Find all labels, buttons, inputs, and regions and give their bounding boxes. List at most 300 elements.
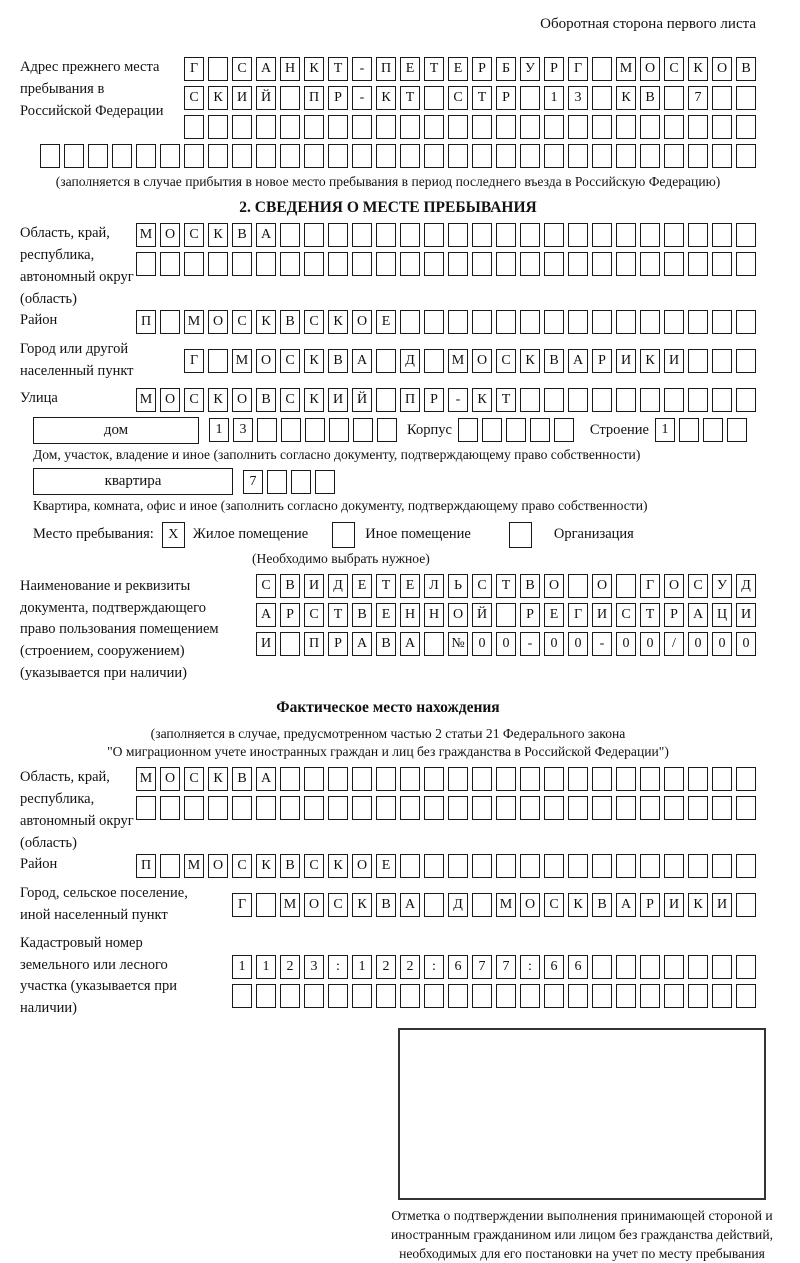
char-box: В	[736, 57, 756, 81]
char-box: О	[448, 603, 468, 627]
char-box: В	[280, 854, 300, 878]
fact-district-block	[20, 854, 756, 883]
char-box	[472, 252, 492, 276]
char-box	[304, 144, 324, 168]
char-box	[616, 854, 636, 878]
char-box	[568, 984, 588, 1008]
char-box: :	[424, 955, 444, 979]
char-box: -	[520, 632, 540, 656]
char-box	[520, 86, 540, 110]
char-box: Д	[328, 574, 348, 598]
char-box	[184, 796, 204, 820]
char-box	[280, 252, 300, 276]
char-box	[400, 854, 420, 878]
char-box	[280, 767, 300, 791]
char-box: Р	[328, 86, 348, 110]
char-box	[291, 470, 311, 494]
char-box	[496, 223, 516, 247]
char-box: 0	[472, 632, 492, 656]
char-box	[616, 574, 636, 598]
char-box	[328, 115, 348, 139]
char-box	[592, 223, 612, 247]
char-box: И	[592, 603, 612, 627]
char-box	[472, 767, 492, 791]
residence-type-note: (Необходимо выбрать нужное)	[252, 550, 430, 566]
char-box	[736, 144, 756, 168]
char-box: Т	[640, 603, 660, 627]
char-box: 1	[209, 418, 229, 442]
char-box	[664, 115, 684, 139]
char-box: 0	[544, 632, 564, 656]
char-box	[280, 796, 300, 820]
char-box: К	[208, 767, 228, 791]
char-box: М	[184, 310, 204, 334]
char-box: В	[376, 893, 396, 917]
char-box: Т	[376, 574, 396, 598]
organization-label: Организация	[553, 526, 634, 543]
char-box: О	[712, 57, 732, 81]
char-box: В	[640, 86, 660, 110]
char-box: К	[304, 388, 324, 412]
char-box	[448, 252, 468, 276]
char-box	[256, 893, 276, 917]
char-box: О	[208, 854, 228, 878]
city-label: Город или другой населенный пункт	[20, 341, 134, 380]
char-box	[376, 767, 396, 791]
char-box: В	[232, 767, 252, 791]
char-box	[448, 854, 468, 878]
char-box: А	[256, 57, 276, 81]
char-box: П	[304, 86, 324, 110]
char-box: С	[184, 767, 204, 791]
char-box: В	[232, 223, 252, 247]
char-box	[448, 796, 468, 820]
char-box	[256, 796, 276, 820]
char-box: М	[136, 223, 156, 247]
char-box	[496, 603, 516, 627]
char-box: Т	[496, 574, 516, 598]
char-box: -	[352, 86, 372, 110]
char-box: 1	[256, 955, 276, 979]
char-box	[568, 115, 588, 139]
char-box	[664, 796, 684, 820]
char-box: Н	[280, 57, 300, 81]
char-box: И	[328, 388, 348, 412]
fact-district-label: Район	[20, 856, 58, 873]
char-box	[40, 144, 60, 168]
char-box	[712, 767, 732, 791]
char-box	[616, 115, 636, 139]
char-box	[679, 418, 699, 442]
char-box: Н	[400, 603, 420, 627]
char-box	[424, 854, 444, 878]
char-box	[616, 388, 636, 412]
char-box: В	[352, 603, 372, 627]
char-box	[568, 252, 588, 276]
char-box	[712, 388, 732, 412]
char-box	[544, 115, 564, 139]
char-box: К	[208, 223, 228, 247]
prev-address-label: Адрес прежнего места пребывания в Российской Федерации	[20, 59, 164, 119]
char-box	[376, 349, 396, 373]
char-box: В	[256, 388, 276, 412]
char-box	[736, 984, 756, 1008]
char-box: О	[544, 574, 564, 598]
char-box: Д	[400, 349, 420, 373]
char-box	[640, 767, 660, 791]
char-box: К	[352, 893, 372, 917]
apartment-block	[20, 468, 756, 495]
char-box: Т	[472, 86, 492, 110]
char-box	[712, 349, 732, 373]
char-box	[592, 796, 612, 820]
char-box	[232, 252, 252, 276]
char-box: С	[328, 893, 348, 917]
char-box	[376, 115, 396, 139]
fact-region-label: Область, край, республика, автономный округ (область)	[20, 769, 134, 851]
char-box	[304, 252, 324, 276]
char-box	[592, 984, 612, 1008]
char-box	[688, 115, 708, 139]
char-box	[328, 767, 348, 791]
char-box: О	[352, 310, 372, 334]
char-box: Й	[256, 86, 276, 110]
char-box: 2	[280, 955, 300, 979]
char-box: М	[616, 57, 636, 81]
char-box	[280, 632, 300, 656]
char-box	[664, 310, 684, 334]
char-box	[592, 955, 612, 979]
char-box	[664, 223, 684, 247]
char-box: Е	[448, 57, 468, 81]
char-box: Т	[400, 86, 420, 110]
char-box: :	[520, 955, 540, 979]
char-box	[448, 115, 468, 139]
char-box: 1	[655, 418, 675, 442]
char-box: И	[616, 349, 636, 373]
char-box	[736, 86, 756, 110]
char-box: М	[232, 349, 252, 373]
char-box	[568, 854, 588, 878]
char-box	[400, 223, 420, 247]
char-box	[136, 252, 156, 276]
char-box: С	[688, 574, 708, 598]
char-box: Г	[568, 603, 588, 627]
char-box: С	[448, 86, 468, 110]
char-box: Б	[496, 57, 516, 81]
char-box: Е	[376, 603, 396, 627]
char-box	[280, 984, 300, 1008]
char-box	[712, 86, 732, 110]
char-box: Д	[736, 574, 756, 598]
char-box	[736, 223, 756, 247]
char-box: 7	[472, 955, 492, 979]
char-box	[328, 252, 348, 276]
fact-region-row-2	[136, 796, 756, 820]
page-header: Оборотная сторона первого листа	[540, 16, 756, 32]
checkbox-other-premise[interactable]	[332, 522, 355, 548]
char-box	[544, 310, 564, 334]
char-box	[530, 418, 550, 442]
char-box	[208, 115, 228, 139]
district-label: Район	[20, 312, 58, 329]
apartment-box: квартира	[33, 468, 233, 495]
char-box	[304, 796, 324, 820]
char-box: Р	[664, 603, 684, 627]
char-box	[664, 252, 684, 276]
char-box	[280, 223, 300, 247]
char-box: И	[232, 86, 252, 110]
char-box	[688, 984, 708, 1008]
char-box: К	[208, 86, 228, 110]
char-box	[280, 115, 300, 139]
confirmation-stamp-box	[398, 1028, 766, 1200]
char-box	[688, 349, 708, 373]
char-box	[640, 310, 660, 334]
char-box	[329, 418, 349, 442]
char-box: С	[616, 603, 636, 627]
prev-address-block	[20, 57, 756, 144]
apartment-cells	[243, 470, 335, 494]
char-box	[544, 252, 564, 276]
char-box	[592, 252, 612, 276]
char-box: 3	[304, 955, 324, 979]
char-box	[256, 984, 276, 1008]
char-box: А	[400, 632, 420, 656]
char-box: С	[664, 57, 684, 81]
char-box	[136, 796, 156, 820]
char-box	[304, 223, 324, 247]
char-box: К	[520, 349, 540, 373]
char-box	[424, 893, 444, 917]
char-box	[184, 144, 204, 168]
char-box	[703, 418, 723, 442]
char-box	[328, 144, 348, 168]
char-box	[568, 388, 588, 412]
char-box	[544, 796, 564, 820]
char-box: 0	[496, 632, 516, 656]
char-box	[616, 252, 636, 276]
char-box	[592, 767, 612, 791]
city-block	[20, 339, 756, 383]
char-box	[520, 310, 540, 334]
char-box	[328, 796, 348, 820]
char-box	[160, 796, 180, 820]
char-box: О	[160, 767, 180, 791]
char-box	[520, 984, 540, 1008]
region-row-1	[136, 223, 756, 247]
region-row-2	[136, 252, 756, 276]
char-box	[400, 144, 420, 168]
region-block	[20, 223, 756, 310]
char-box	[256, 252, 276, 276]
char-box	[616, 144, 636, 168]
residential-label: Жилое помещение	[192, 526, 309, 543]
cadastre-row-1	[200, 955, 756, 979]
char-box	[496, 854, 516, 878]
char-box: А	[352, 632, 372, 656]
char-box: И	[256, 632, 276, 656]
residence-type-block	[20, 522, 756, 548]
char-box	[267, 470, 287, 494]
char-box	[400, 310, 420, 334]
char-box: С	[472, 574, 492, 598]
char-box	[664, 144, 684, 168]
char-box: П	[400, 388, 420, 412]
char-box	[184, 115, 204, 139]
actual-location-title: Фактическое место нахождения	[276, 698, 500, 716]
char-box	[304, 115, 324, 139]
char-box: Р	[328, 632, 348, 656]
char-box	[304, 767, 324, 791]
char-box: С	[544, 893, 564, 917]
char-box: Й	[352, 388, 372, 412]
district-block	[20, 310, 756, 339]
char-box	[712, 310, 732, 334]
char-box	[328, 223, 348, 247]
char-box: К	[376, 86, 396, 110]
char-box	[424, 144, 444, 168]
char-box: К	[616, 86, 636, 110]
char-box	[160, 144, 180, 168]
char-box	[592, 310, 612, 334]
char-box: Р	[592, 349, 612, 373]
char-box: -	[592, 632, 612, 656]
checkbox-organization[interactable]	[509, 522, 532, 548]
fact-city-row	[190, 893, 756, 917]
char-box: Е	[376, 854, 396, 878]
char-box	[712, 955, 732, 979]
char-box	[640, 955, 660, 979]
prev-address-row-2	[172, 86, 756, 110]
char-box	[568, 223, 588, 247]
char-box	[736, 310, 756, 334]
street-label: Улица	[20, 389, 58, 406]
char-box: 6	[544, 955, 564, 979]
korpus-label: Корпус	[407, 421, 452, 438]
char-box: К	[256, 854, 276, 878]
cadastre-label: Кадастровый номер земельного или лесного участка (указывается при наличии)	[20, 934, 177, 1017]
char-box	[448, 310, 468, 334]
char-box: С	[280, 388, 300, 412]
char-box	[496, 310, 516, 334]
char-box: /	[664, 632, 684, 656]
char-box: В	[280, 574, 300, 598]
checkbox-residential[interactable]: X	[162, 522, 185, 548]
char-box: В	[376, 632, 396, 656]
char-box	[208, 252, 228, 276]
char-box: М	[184, 854, 204, 878]
char-box	[64, 144, 84, 168]
house-block	[20, 417, 756, 444]
ownership-doc-row-1	[238, 574, 756, 598]
fact-region-row-1	[136, 767, 756, 791]
char-box	[424, 310, 444, 334]
char-box	[544, 854, 564, 878]
char-box	[472, 984, 492, 1008]
char-box	[352, 223, 372, 247]
char-box: 0	[640, 632, 660, 656]
char-box	[352, 252, 372, 276]
char-box: А	[256, 603, 276, 627]
char-box	[305, 418, 325, 442]
char-box: Г	[232, 893, 252, 917]
char-box: 7	[243, 470, 263, 494]
char-box	[568, 144, 588, 168]
char-box	[377, 418, 397, 442]
char-box	[400, 984, 420, 1008]
char-box	[232, 796, 252, 820]
char-box	[136, 144, 156, 168]
char-box: -	[448, 388, 468, 412]
char-box: К	[304, 57, 324, 81]
char-box: Р	[544, 57, 564, 81]
char-box	[688, 796, 708, 820]
char-box	[520, 115, 540, 139]
char-box	[208, 796, 228, 820]
char-box: А	[616, 893, 636, 917]
char-box: Н	[424, 603, 444, 627]
char-box: К	[688, 57, 708, 81]
char-box: Ц	[712, 603, 732, 627]
char-box	[424, 984, 444, 1008]
char-box	[184, 252, 204, 276]
char-box: №	[448, 632, 468, 656]
fact-region-block	[20, 767, 756, 854]
char-box	[232, 115, 252, 139]
prev-address-row-3	[172, 115, 756, 139]
char-box	[592, 854, 612, 878]
char-box: С	[184, 388, 204, 412]
char-box: Д	[448, 893, 468, 917]
char-box	[664, 984, 684, 1008]
char-box: К	[304, 349, 324, 373]
confirmation-block	[391, 1028, 773, 1263]
char-box: 3	[233, 418, 253, 442]
cadastre-row-2	[200, 984, 756, 1008]
char-box: И	[304, 574, 324, 598]
char-box	[424, 349, 444, 373]
char-box	[472, 115, 492, 139]
actual-location-note-1: (заполняется в случае, предусмотренном частью 2 статьи 21 Федерального закона	[150, 725, 626, 741]
apartment-note: Квартира, комната, офис и иное (заполнить согласно документу, подтверждающему право собственности)	[33, 498, 648, 514]
char-box	[568, 310, 588, 334]
char-box	[712, 984, 732, 1008]
char-box: К	[688, 893, 708, 917]
char-box	[688, 144, 708, 168]
char-box: Т	[496, 388, 516, 412]
char-box	[640, 984, 660, 1008]
char-box	[736, 767, 756, 791]
char-box: Е	[544, 603, 564, 627]
char-box	[664, 86, 684, 110]
char-box: О	[592, 574, 612, 598]
char-box: А	[256, 767, 276, 791]
char-box: О	[472, 349, 492, 373]
char-box	[352, 144, 372, 168]
char-box: В	[280, 310, 300, 334]
char-box	[736, 349, 756, 373]
char-box	[496, 767, 516, 791]
char-box	[568, 767, 588, 791]
char-box	[616, 767, 636, 791]
char-box: Р	[520, 603, 540, 627]
char-box	[712, 252, 732, 276]
char-box	[160, 854, 180, 878]
char-box	[472, 796, 492, 820]
char-box	[496, 144, 516, 168]
char-box: Т	[424, 57, 444, 81]
